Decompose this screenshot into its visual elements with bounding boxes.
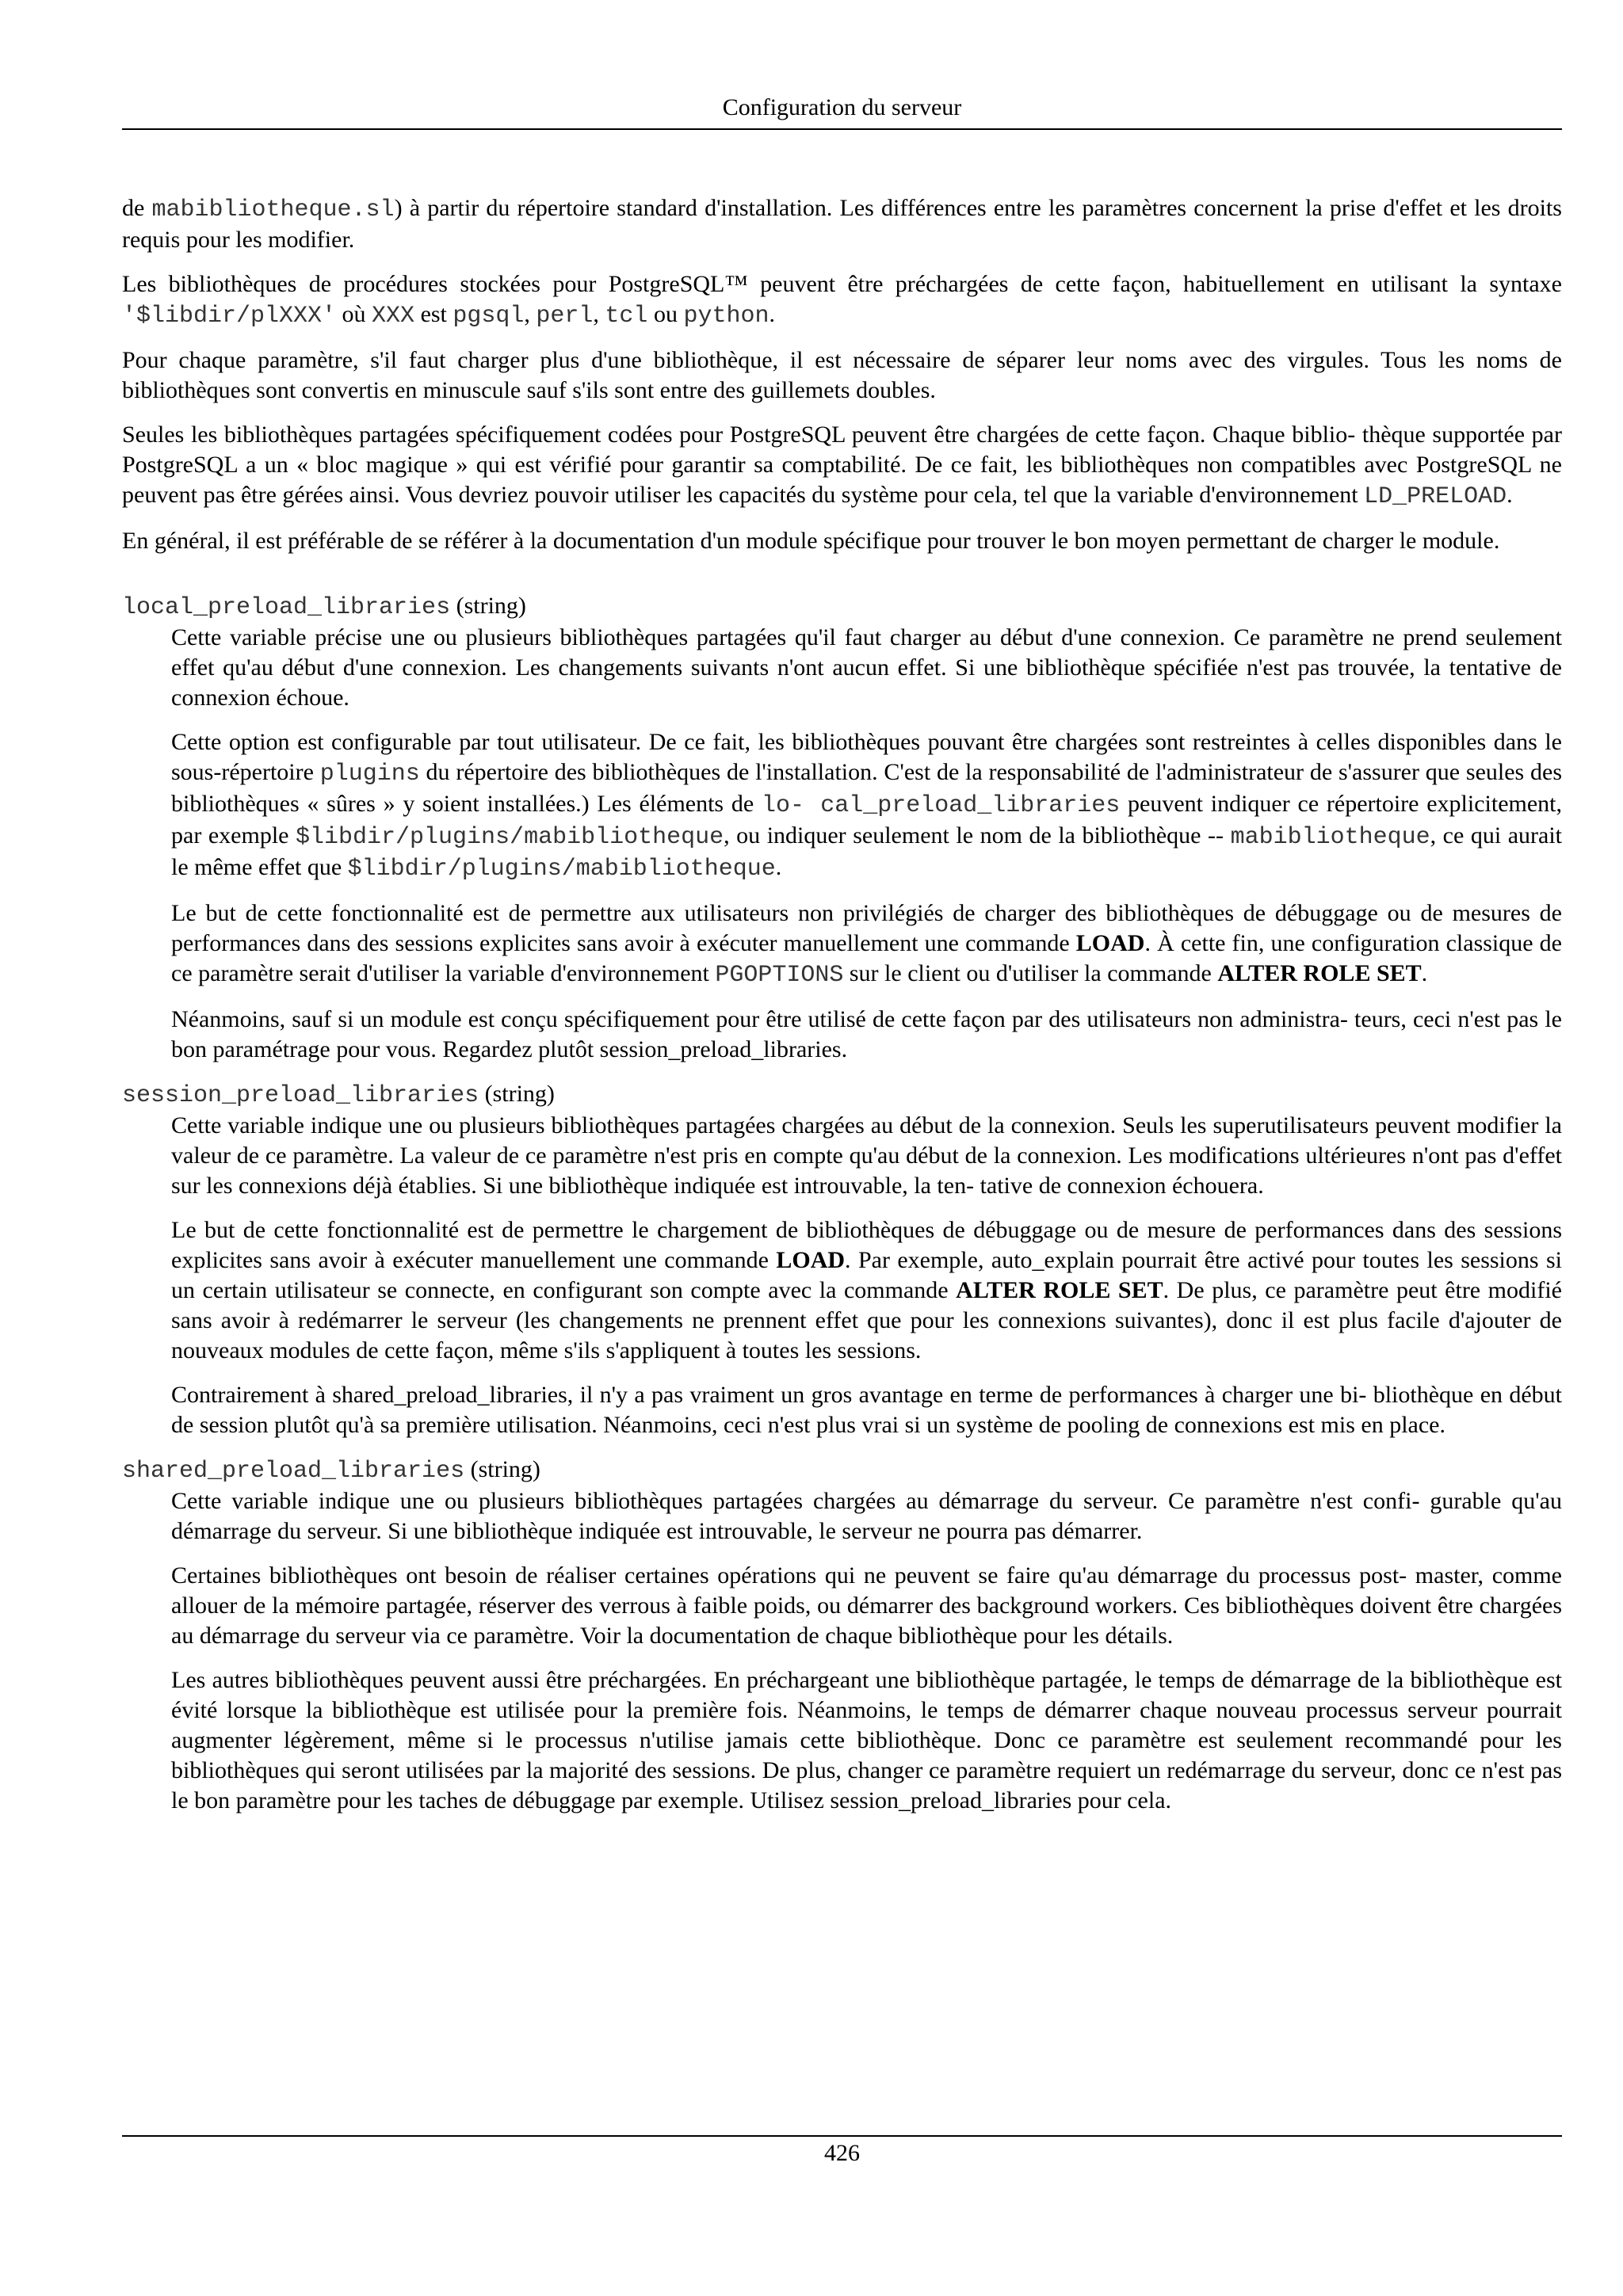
command-name: LOAD	[1075, 930, 1145, 956]
paragraph: Pour chaque paramètre, s'il faut charger plus d'une bibliothèque, il est nécessaire de séparer leur noms avec des virgules. Tous les noms de bibliothèques sont convertis en minuscule sauf s'ils sont entre des guillemets doubles.	[122, 347, 1562, 403]
command-name: ALTER ROLE SET	[1217, 960, 1422, 986]
inline-code: $libdir/plugins/mabibliotheque	[347, 856, 776, 883]
inline-code: python	[683, 303, 769, 330]
paragraph: Le but de cette fonctionnalité est de permettre aux utilisateurs non privilégiés de charger des bibliothèques de débuggage ou de mesures de performances dans des sessions explicites sans avoir à exécuter manuellement une commande LOAD. À cette fin, une configuration classique de ce paramètre serait d'utiliser la variable d'environnement PGOPTIONS sur le client ou d'utiliser la commande ALTER ROLE SET.	[171, 900, 1562, 989]
parameter-name: shared_preload_libraries	[122, 1458, 465, 1485]
inline-code: plugins	[319, 761, 420, 788]
page-number: 426	[824, 2140, 860, 2166]
paragraph: En général, il est préférable de se référer à la documentation d'un module spécifique pour trouver le bon moyen permettant de charger le module.	[122, 528, 1500, 554]
inline-code: mabibliotheque	[1230, 824, 1430, 851]
inline-code: PGOPTIONS	[715, 962, 844, 989]
inline-code: XXX	[372, 303, 415, 330]
inline-code: '$libdir/plXXX'	[122, 303, 337, 330]
term-local-preload-libraries	[122, 591, 1562, 623]
running-header: Configuration du serveur	[722, 94, 962, 120]
parameter-type: (string)	[464, 1456, 540, 1482]
term-shared-preload-libraries	[122, 1455, 1562, 1486]
term-definition	[171, 623, 1562, 1065]
parameter-type: (string)	[450, 593, 526, 619]
inline-code: $libdir/plugins/mabibliotheque	[296, 824, 724, 851]
paragraph: de mabibliotheque.sl) à partir du répertoire standard d'installation. Les différences entre les paramètres concernent la prise d'effet et les droits requis pour les modifier.	[122, 195, 1562, 253]
parameter-name: session_preload_libraries	[122, 1082, 479, 1109]
inline-code: tcl	[605, 303, 648, 330]
term-definition	[171, 1111, 1562, 1440]
paragraph: Les autres bibliothèques peuvent aussi être préchargées. En préchargeant une bibliothèque partagée, le temps de démarrage de la bibliothèque est évité lorsque la bibliothèque est utilisée pour la première fois. Néanmoins, le temps de démarrer chaque nouveau processus serveur pourrait augmenter légèrement, même si le processus n'utilise jamais cette bibliothèque. Donc ce paramètre est seulement recommandé pour les bibliothèques qui seront utilisées par la majorité des sessions. De plus, changer ce paramètre requiert un redémarrage du serveur, donc ce n'est pas le bon paramètre pour les taches de débuggage par exemple. Utilisez session_preload_libraries pour cela.	[171, 1667, 1562, 1814]
paragraph: Cette variable indique une ou plusieurs bibliothèques partagées chargées au début de la connexion. Seuls les superutilisateurs peuvent modifier la valeur de ce paramètre. La valeur de ce paramètre n'est pris en compte qu'au début de la connexion. Les modifications ultérieures n'ont pas d'effet sur les connexions déjà établies. Si une bibliothèque indiquée est introuvable, la ten- tative de connexion échouera.	[171, 1112, 1562, 1199]
inline-code: lo- cal_preload_libraries	[761, 792, 1121, 819]
paragraph: Certaines bibliothèques ont besoin de réaliser certaines opérations qui ne peuvent se faire qu'au démarrage du processus post- master, comme allouer de la mémoire partagée, réserver des verrous à faible poids, ou démarrer des background workers. Ces bibliothèques doivent être chargées au démarrage du serveur via ce paramètre. Voir la documentation de chaque bibliothèque pour les détails.	[171, 1562, 1562, 1649]
paragraph: Cette variable précise une ou plusieurs bibliothèques partagées qu'il faut charger au début d'une connexion. Ce paramètre ne prend seulement effet qu'au début d'une connexion. Les changements suivants n'ont aucun effet. Si une bibliothèque spécifiée n'est pas trouvée, la tentative de connexion échoue.	[171, 624, 1562, 711]
paragraph: Contrairement à shared_preload_libraries, il n'y a pas vraiment un gros avantage en terme de performances à charger une bi- bliothèque en début de session plutôt qu'à sa première utilisation. Néanmoins, ceci n'est plus vrai si un système de pooling de connexions est mis en place.	[171, 1382, 1562, 1438]
command-name: LOAD	[776, 1247, 846, 1273]
paragraph: Cette option est configurable par tout utilisateur. De ce fait, les bibliothèques pouvant être chargées sont restreintes à celles disponibles dans le sous-répertoire plugins du répertoire des bibliothèques de l'installation. C'est de la responsabilité de l'administrateur de s'assurer que seules des bibliothèques « sûres » y soient installées.) Les éléments de lo- cal_preload_libraries peuvent indiquer ce répertoire explicitement, par exemple $libdir/plugins/mabibliotheque, ou indiquer seulement le nom de la bibliothèque -- mabibliotheque, ce qui aurait le même effet que $libdir/plugins/mabibliotheque.	[171, 729, 1563, 883]
inline-code: LD_PRELOAD	[1364, 483, 1507, 510]
inline-code: mabibliotheque.sl	[151, 196, 395, 223]
page-body	[122, 193, 1562, 1830]
paragraph: Les bibliothèques de procédures stockées pour PostgreSQL™ peuvent être préchargées de cette façon, habituellement en utilisant la syntaxe '$libdir/plXXX' où XXX est pgsql, perl, tcl ou python.	[122, 271, 1562, 330]
paragraph: Seules les bibliothèques partagées spécifiquement codées pour PostgreSQL peuvent être chargées de cette façon. Chaque biblio- thèque supportée par PostgreSQL a un « bloc magique » qui est vérifié pour garantir sa comptabilité. De ce fait, les bibliothèques non compatibles avec PostgreSQL ne peuvent pas être gérées ainsi. Vous devriez pouvoir utiliser les capacités du système pour cela, tel que la variable d'environnement LD_PRELOAD.	[122, 421, 1562, 510]
paragraph: Cette variable indique une ou plusieurs bibliothèques partagées chargées au démarrage du serveur. Ce paramètre n'est confi- gurable qu'au démarrage du serveur. Si une bibliothèque indiquée est introuvable, le serveur ne pourra pas démarrer.	[171, 1488, 1562, 1544]
header-rule	[122, 128, 1562, 130]
paragraph: Néanmoins, sauf si un module est conçu spécifiquement pour être utilisé de cette façon par des utilisateurs non administra- teurs, ceci n'est pas le bon paramétrage pour vous. Regardez plutôt session_preload_libraries.	[171, 1006, 1562, 1062]
paragraph: Le but de cette fonctionnalité est de permettre le chargement de bibliothèques de débuggage ou de mesure de performances dans des sessions explicites sans avoir à exécuter manuellement une commande LOAD. Par exemple, auto_explain pourrait être activé pour toutes les sessions si un certain utilisateur se connecte, en configurant son compte avec la commande ALTER ROLE SET. De plus, ce paramètre peut être modifié sans avoir à redémarrer le serveur (les changements ne prennent effet que pour les connexions suivantes), donc il est plus facile d'ajouter de nouveaux modules de cette façon, même s'ils s'appliquent à toutes les sessions.	[171, 1217, 1562, 1363]
parameter-name: local_preload_libraries	[122, 594, 451, 621]
parameter-type: (string)	[479, 1081, 555, 1107]
term-session-preload-libraries	[122, 1079, 1562, 1111]
command-name: ALTER ROLE SET	[956, 1277, 1163, 1303]
inline-code: pgsql	[453, 303, 525, 330]
inline-code: perl	[536, 303, 594, 330]
footer-rule	[122, 2135, 1562, 2137]
term-definition	[171, 1486, 1562, 1816]
